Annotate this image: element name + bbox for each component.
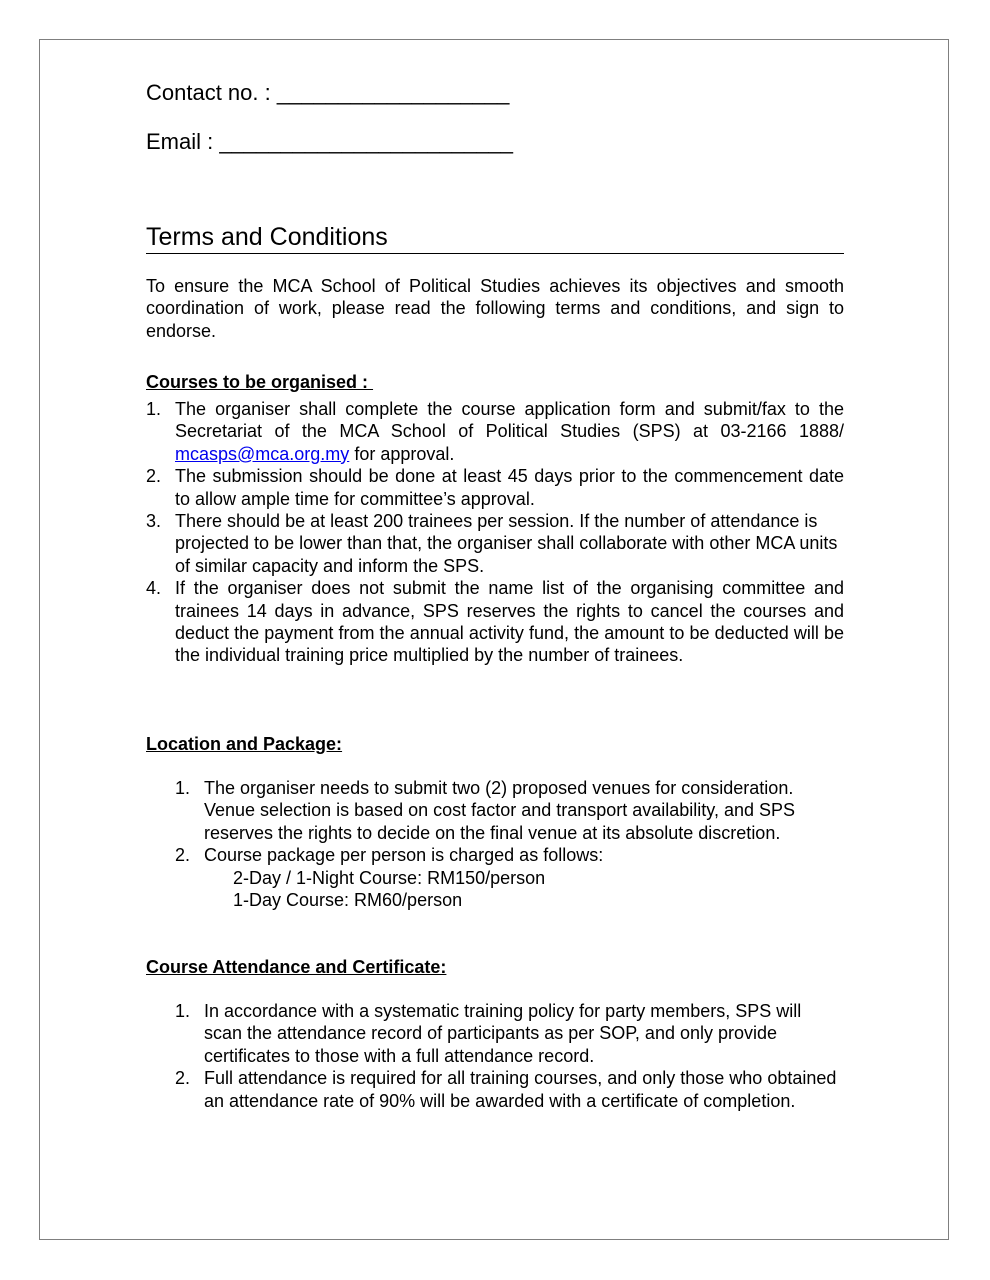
contact-blank: ___________________ [276, 80, 510, 105]
list-item [146, 577, 844, 667]
item-number: 2. [175, 1068, 191, 1089]
email-label: Email : [146, 129, 214, 154]
package-1day: 1-Day Course: RM60/person [233, 890, 463, 911]
email-field [146, 129, 513, 155]
item-text [175, 398, 844, 465]
item-text: In accordance with a systematic training policy for party members, SPS will scan the attendance record of participants as per SOP, and only provide certificates to those with a full attendance record. [204, 1001, 802, 1066]
item-text: If the organiser does not submit the name list of the organising committee and trainees 14 days in advance, SPS reserves the rights to cancel the courses and deduct the payment from the annual activity fund, the amount to be deducted will be the individual training price multiplied by the number of trainees. [175, 578, 844, 666]
item-number: 4. [146, 578, 162, 599]
courses-heading: Courses to be organised : [146, 372, 374, 392]
item-number: 2. [146, 466, 162, 487]
item-text: Full attendance is required for all training courses, and only those who obtained an attendance rate of 90% will be awarded with a certificate of completion. [204, 1068, 837, 1111]
terms-intro: To ensure the MCA School of Political Studies achieves its objectives and smooth coordination of work, please read the following terms and conditions, and sign to endorse. [146, 276, 844, 341]
attendance-heading: Course Attendance and Certificate: [146, 957, 447, 977]
item-text-after: for approval. [349, 443, 455, 464]
contact-field [146, 80, 509, 106]
item-number: 2. [175, 845, 191, 866]
item-number: 1. [146, 399, 162, 419]
package-2day: 2-Day / 1-Night Course: RM150/person [233, 867, 546, 888]
list-item [146, 465, 844, 510]
list-item [175, 1000, 844, 1067]
courses-list [146, 398, 844, 667]
terms-title: Terms and Conditions [146, 222, 844, 254]
item-text: Course package per person is charged as follows: [204, 845, 604, 866]
list-item [175, 777, 844, 844]
item-number: 1. [175, 1001, 191, 1021]
location-heading: Location and Package: [146, 734, 343, 754]
list-item [146, 510, 844, 577]
contact-label: Contact no. : [146, 80, 271, 105]
attendance-list [175, 1000, 844, 1112]
email-link[interactable]: mcasps@mca.org.my [175, 443, 350, 464]
list-item [175, 844, 844, 911]
item-number: 1. [175, 778, 191, 798]
email-blank: ________________________ [219, 129, 514, 154]
item-text: The organiser needs to submit two (2) proposed venues for consideration. Venue selection is based on cost factor and transport availability, and SPS reserves the rights to decide on the final venue at its absolute discretion. [204, 778, 796, 843]
list-item [146, 398, 844, 465]
item-text: There should be at least 200 trainees per session. If the number of attendance is projected to be lower than that, the organiser shall collaborate with other MCA units of similar capacity and inform the SPS. [175, 511, 838, 576]
item-number: 3. [146, 511, 162, 532]
location-list [175, 777, 844, 911]
item-text: The submission should be done at least 45 days prior to the commencement date to allow ample time for committee’s approval. [175, 466, 844, 509]
item-text-before: The organiser shall complete the course application form and submit/fax to the Secretariat of the MCA School of Political Studies (SPS) at 03-2166 1888/ [175, 399, 844, 442]
list-item [175, 1067, 844, 1112]
